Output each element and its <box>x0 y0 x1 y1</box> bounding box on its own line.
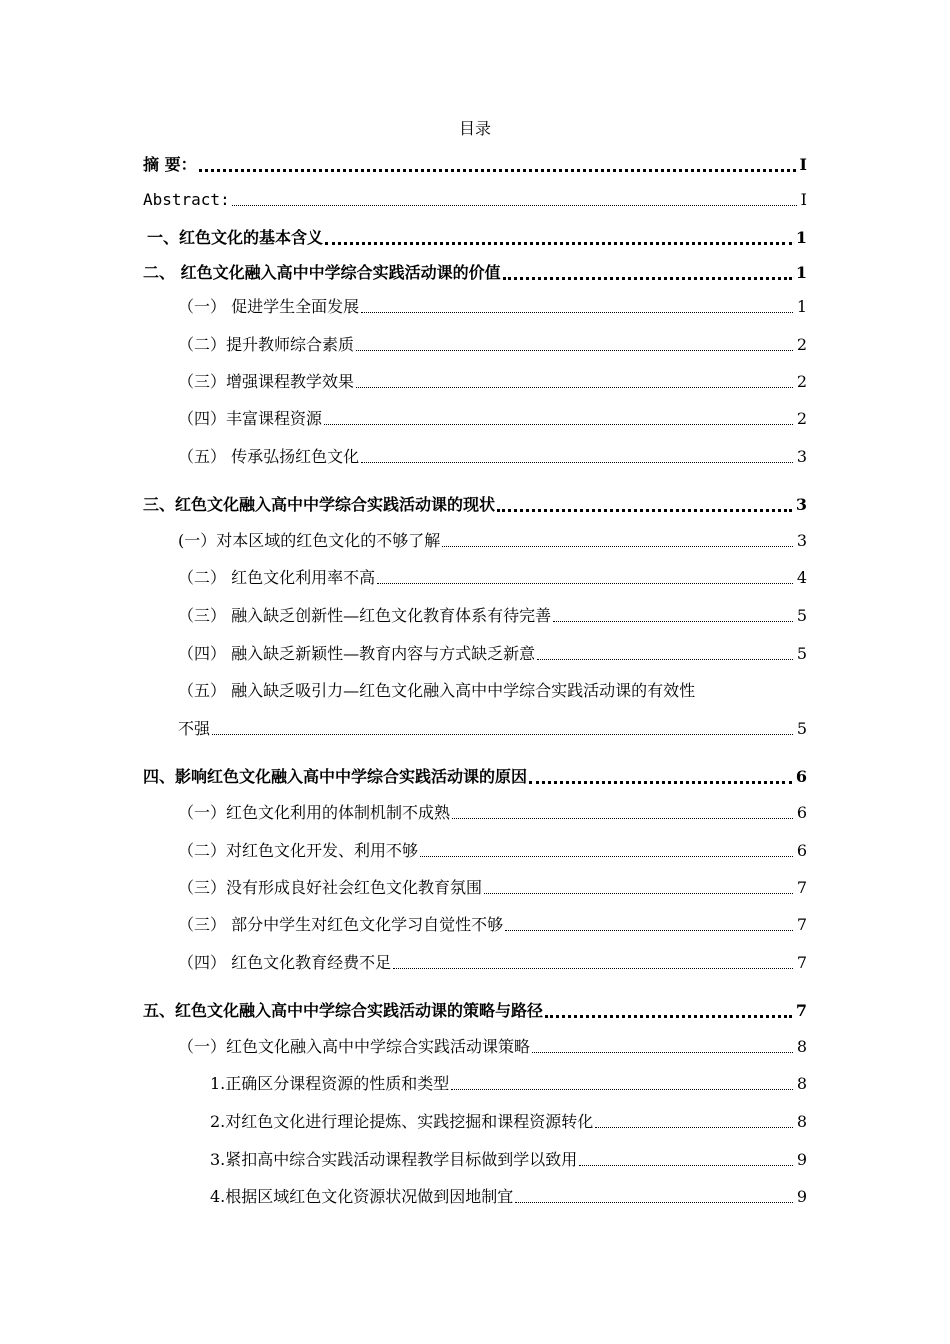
toc-page-number: 5 <box>796 719 807 738</box>
toc-entry-4-3[interactable] <box>178 876 807 900</box>
toc-page-number: 3 <box>796 531 807 550</box>
toc-entry-4-2[interactable] <box>178 839 807 863</box>
toc-entry-text: （一）红色文化融入高中中学综合实践活动课策略 <box>178 1037 531 1056</box>
toc-entry-text: 1.正确区分课程资源的性质和类型 <box>210 1074 450 1093</box>
toc-entry-2-3[interactable] <box>178 370 807 394</box>
toc-page-number: 6 <box>796 803 807 822</box>
dot-leader <box>440 529 795 553</box>
toc-entry-text: (一）对本区域的红色文化的不够了解 <box>178 531 441 550</box>
toc-entry-text: （一）红色文化利用的体制机制不成熟 <box>178 803 451 822</box>
toc-page-number: 3 <box>796 447 807 466</box>
toc-page-number: 8 <box>796 1112 807 1131</box>
toc-entry-3-5-first-line[interactable]: （五） 融入缺乏吸引力—红色文化融入高中中学综合实践活动课的有效性 <box>178 681 696 700</box>
toc-entry-section-5[interactable] <box>143 999 807 1023</box>
toc-entry-text: （三） 融入缺乏创新性—红色文化教育体系有待完善 <box>178 606 552 625</box>
toc-page-number: 7 <box>796 878 807 897</box>
dot-leader <box>593 1110 795 1134</box>
toc-entry-4-4[interactable] <box>178 913 807 937</box>
toc-page-number: 3 <box>795 495 807 514</box>
toc-entry-text: （四） 融入缺乏新颖性—教育内容与方式缺乏新意 <box>178 644 536 663</box>
dot-leader <box>577 1148 795 1172</box>
dot-leader <box>391 951 795 975</box>
toc-entry-text: （三）没有形成良好社会红色文化教育氛围 <box>178 878 483 897</box>
toc-page-number: 1 <box>796 297 807 316</box>
toc-entry-3-2[interactable] <box>178 566 807 590</box>
toc-entry-2-2[interactable] <box>178 333 807 357</box>
toc-entry-2-1[interactable] <box>178 295 807 319</box>
toc-entry-5-1-1[interactable] <box>210 1072 807 1096</box>
toc-entry-text: 一、红色文化的基本含义 <box>147 228 324 247</box>
toc-entry-text: 摘 要： <box>143 155 197 174</box>
toc-page-number: 7 <box>796 953 807 972</box>
dot-leader <box>501 261 794 285</box>
dot-leader <box>527 765 794 789</box>
toc-entry-text: （二） 红色文化利用率不高 <box>178 568 376 587</box>
toc-page-number: 2 <box>796 335 807 354</box>
toc-entry-text: 3.紧扣高中综合实践活动课程教学目标做到学以致用 <box>210 1150 578 1169</box>
toc-entry-3-5[interactable] <box>178 717 807 741</box>
toc-entry-text: （一） 促进学生全面发展 <box>178 297 360 316</box>
toc-page-number: 8 <box>796 1037 807 1056</box>
toc-entry-text: 不强 <box>178 719 211 738</box>
toc-page-number: 7 <box>795 1001 807 1020</box>
toc-entry-3-1[interactable] <box>178 529 807 553</box>
dot-leader <box>513 1185 795 1209</box>
toc-entry-abstract-en[interactable] <box>143 188 807 212</box>
toc-page-number: 6 <box>795 767 807 786</box>
toc-entry-section-4[interactable] <box>143 765 807 789</box>
toc-entry-4-1[interactable] <box>178 801 807 825</box>
toc-page-number: 1 <box>795 228 807 247</box>
dot-leader <box>197 153 798 177</box>
toc-page-number: 5 <box>796 606 807 625</box>
toc-entry-section-1[interactable] <box>147 226 807 250</box>
dot-leader <box>375 566 795 590</box>
toc-page-number: 7 <box>796 915 807 934</box>
toc-entry-text: 2.对红色文化进行理论提炼、实践挖掘和课程资源转化 <box>210 1112 594 1131</box>
toc-entry-5-1[interactable] <box>178 1035 807 1059</box>
toc-entry-4-5[interactable] <box>178 951 807 975</box>
dot-leader <box>495 493 794 517</box>
dot-leader <box>503 913 795 937</box>
dot-leader <box>482 876 795 900</box>
dot-leader <box>322 407 795 431</box>
toc-entry-abstract-cn[interactable] <box>143 153 807 177</box>
toc-entry-text: （二）对红色文化开发、利用不够 <box>178 841 419 860</box>
toc-entry-2-5[interactable] <box>178 445 807 469</box>
dot-leader <box>535 642 795 666</box>
toc-page-number: 9 <box>796 1150 807 1169</box>
dot-leader <box>210 717 795 741</box>
toc-entry-5-1-4[interactable] <box>210 1185 807 1209</box>
toc-page-number: 5 <box>796 644 807 663</box>
dot-leader <box>354 333 795 357</box>
toc-entry-section-2[interactable] <box>143 261 807 285</box>
dot-leader <box>230 188 799 212</box>
toc-page-number: 8 <box>796 1074 807 1093</box>
toc-entry-2-4[interactable] <box>178 407 807 431</box>
dot-leader <box>418 839 795 863</box>
toc-entry-text: （四）丰富课程资源 <box>178 409 323 428</box>
toc-entry-text: 五、红色文化融入高中中学综合实践活动课的策略与路径 <box>143 1001 544 1020</box>
dot-leader <box>359 295 795 319</box>
toc-page-number: 1 <box>795 263 807 282</box>
toc-entry-text: 4.根据区域红色文化资源状况做到因地制宜 <box>210 1187 514 1206</box>
toc-entry-text: （三） 部分中学生对红色文化学习自觉性不够 <box>178 915 504 934</box>
toc-entry-text: 二、 红色文化融入高中中学综合实践活动课的价值 <box>143 263 501 282</box>
dot-leader <box>551 604 795 628</box>
toc-entry-text: （二）提升教师综合素质 <box>178 335 355 354</box>
dot-leader <box>449 1072 795 1096</box>
toc-page-number: I <box>800 190 807 209</box>
toc-page-number: 2 <box>796 409 807 428</box>
page-title: 目录 <box>458 119 491 138</box>
toc-page-number: 9 <box>796 1187 807 1206</box>
toc-entry-text: 四、影响红色文化融入高中中学综合实践活动课的原因 <box>143 767 528 786</box>
toc-page-number: 4 <box>796 568 807 587</box>
dot-leader <box>354 370 795 394</box>
toc-entry-3-3[interactable] <box>178 604 807 628</box>
dot-leader <box>530 1035 795 1059</box>
dot-leader <box>450 801 795 825</box>
toc-page-number: 2 <box>796 372 807 391</box>
toc-entry-5-1-3[interactable] <box>210 1148 807 1172</box>
toc-entry-text: （四） 红色文化教育经费不足 <box>178 953 392 972</box>
toc-page-number: I <box>799 155 807 174</box>
toc-entry-text: （五） 传承弘扬红色文化 <box>178 447 360 466</box>
toc-entry-text: Abstract: <box>143 190 230 209</box>
toc-entry-text: 三、红色文化融入高中中学综合实践活动课的现状 <box>143 495 496 514</box>
dot-leader <box>323 226 794 250</box>
toc-page-number: 6 <box>796 841 807 860</box>
toc-entry-text: （三）增强课程教学效果 <box>178 372 355 391</box>
dot-leader <box>543 999 794 1023</box>
toc-entry-5-1-2[interactable] <box>210 1110 807 1134</box>
toc-entry-section-3[interactable] <box>143 493 807 517</box>
dot-leader <box>359 445 795 469</box>
toc-entry-3-4[interactable] <box>178 642 807 666</box>
